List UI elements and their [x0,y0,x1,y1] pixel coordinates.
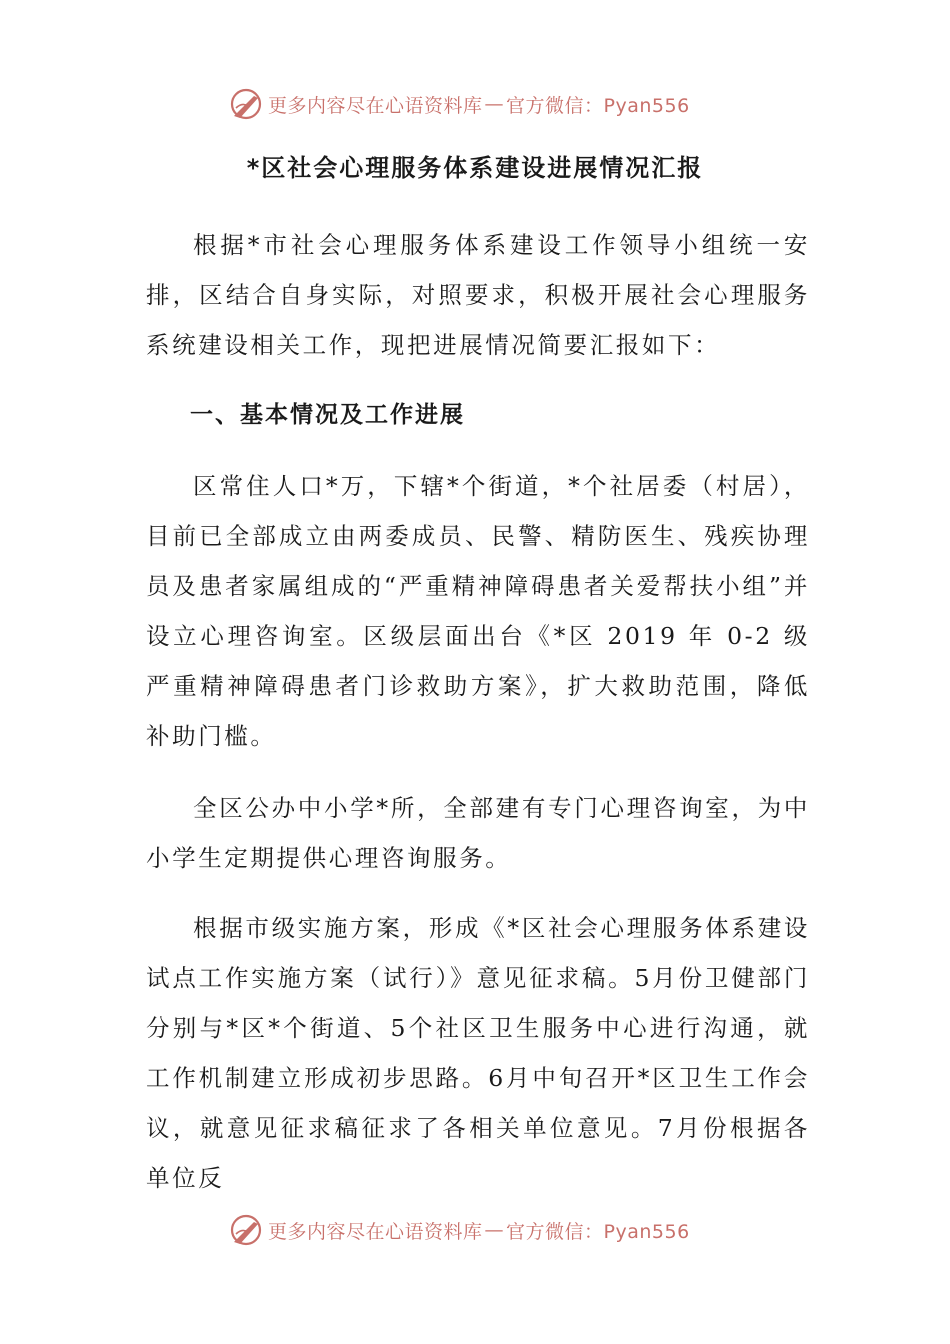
banner-wechat: 官方微信：Pyan556 [506,94,690,117]
header-watermark-banner [228,84,728,124]
intro-paragraph: 根据*市社会心理服务体系建设工作领导小组统一安排，区结合自身实际，对照要求，积极开展社会心理服务系统建设相关工作，现把进展情况简要汇报如下： [146,231,810,359]
banner-text: 更多内容尽在心语资料库 [268,1220,483,1243]
banner-dash: — [484,93,505,115]
banner-wechat: 官方微信：Pyan556 [506,1220,690,1243]
document-title: *区社会心理服务体系建设进展情况汇报 [246,154,704,182]
section-heading: 一、基本情况及工作进展 [190,402,465,428]
population-paragraph: 区常住人口*万，下辖*个街道，*个社居委（村居），目前已全部成立由两委成员、民警、精防医生、残疾协理员及患者家属组成的“严重精神障碍患者关爱帮扶小组”并设立心理咨询室。区级层面出台《*区 2019 年 0-2 级严重精神障碍患者门诊救助方案》，扩大救助范围，降低补助门槛。 [146,472,810,750]
banner-text: 更多内容尽在心语资料库 [268,94,483,117]
banner-dash: — [484,1219,505,1241]
schools-paragraph: 全区公办中小学*所，全部建有专门心理咨询室，为中小学生定期提供心理咨询服务。 [146,794,810,872]
pen-logo-icon [228,86,264,122]
pen-logo-icon [228,1212,264,1248]
footer-watermark-banner [228,1210,728,1250]
plan-paragraph: 根据市级实施方案，形成《*区社会心理服务体系建设试点工作实施方案（试行）》意见征求稿。5月份卫健部门分别与*区*个街道、5个社区卫生服务中心进行沟通，就工作机制建立形成初步思路。6月中旬召开*区卫生工作会议，就意见征求稿征求了各相关单位意见。7月份根据各单位反 [146,914,810,1192]
